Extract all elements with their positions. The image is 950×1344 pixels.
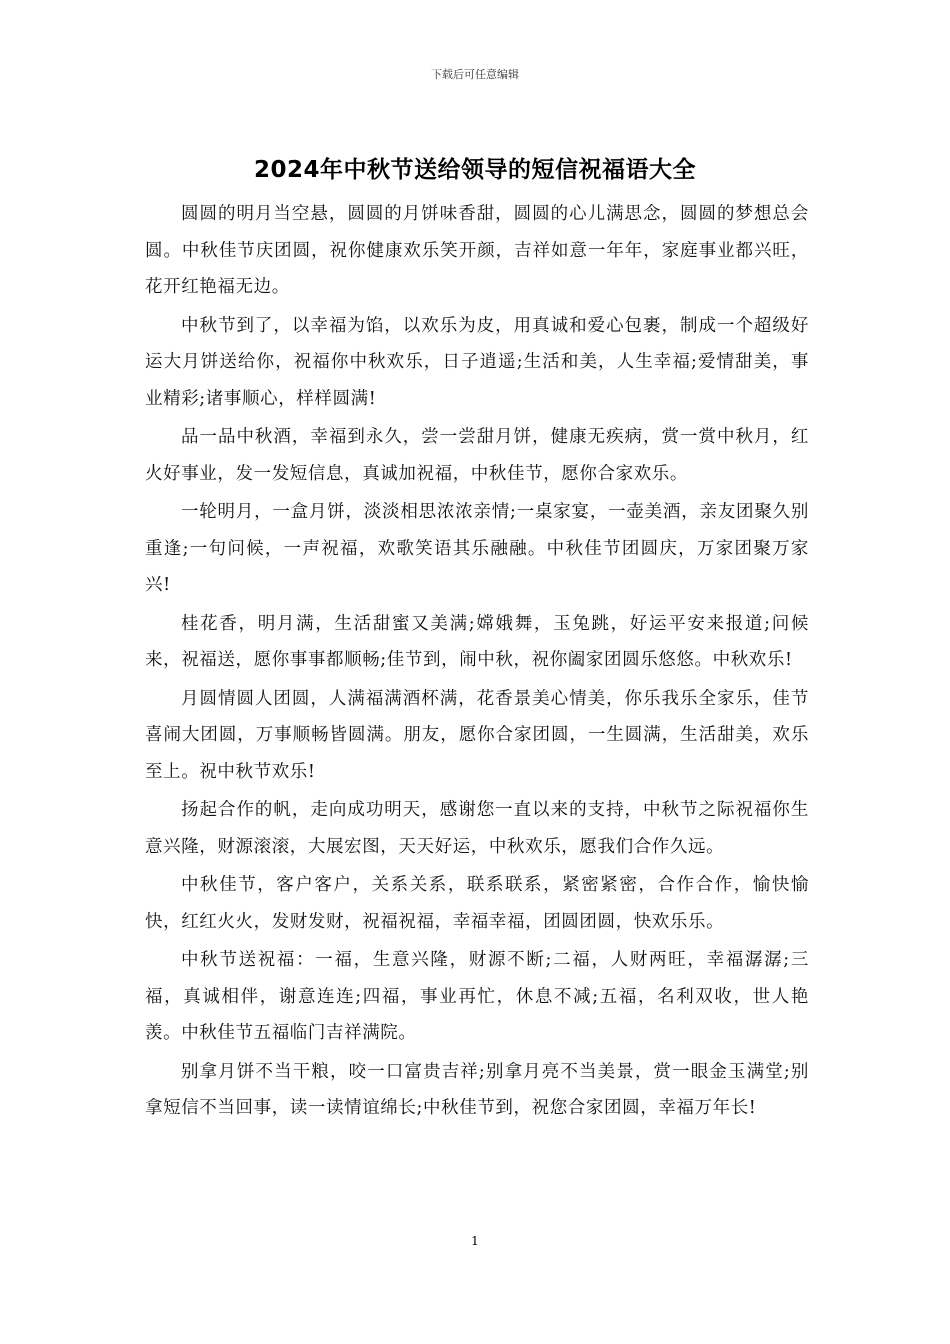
paragraph: 圆圆的明月当空悬，圆圆的月饼味香甜，圆圆的心儿满思念，圆圆的梦想总会圆。中秋佳节庆团圆，祝你健康欢乐笑开颜，吉祥如意一年年，家庭事业都兴旺，花开红艳福无边。 [145, 204, 809, 297]
page-number: 1 [471, 1234, 479, 1248]
paragraph: 中秋节送祝福：一福，生意兴隆，财源不断;二福，人财两旺，幸福潺潺;三福，真诚相伴，谢意连连;四福，事业再忙，休息不减;五福，名利双收，世人艳羡。中秋佳节五福临门吉祥满院。 [145, 950, 809, 1043]
paragraph: 月圆情圆人团圆，人满福满酒杯满，花香景美心情美，你乐我乐全家乐，佳节喜闹大团圆，万事顺畅皆圆满。朋友，愿你合家团圆，一生圆满，生活甜美，欢乐至上。祝中秋节欢乐! [145, 688, 809, 782]
document-title: 2024年中秋节送给领导的短信祝福语大全 [253, 157, 696, 183]
paragraph: 扬起合作的帆，走向成功明天，感谢您一直以来的支持，中秋节之际祝福你生意兴隆，财源滚滚，大展宏图，天天好运，中秋欢乐，愿我们合作久远。 [145, 800, 809, 857]
paragraph: 桂花香，明月满，生活甜蜜又美满;嫦娥舞，玉兔跳，好运平安来报道;问候来，祝福送，愿你事事都顺畅;佳节到，闹中秋，祝你阖家团圆乐悠悠。中秋欢乐! [145, 613, 809, 670]
paragraph: 中秋佳节，客户客户，关系关系，联系联系，紧密紧密，合作合作，愉快愉快，红红火火，发财发财，祝福祝福，幸福幸福，团圆团圆，快欢乐乐。 [145, 875, 809, 932]
paragraph: 中秋节到了，以幸福为馅，以欢乐为皮，用真诚和爱心包裹，制成一个超级好运大月饼送给你，祝福你中秋欢乐，日子逍遥;生活和美，人生幸福;爱情甜美，事业精彩;诸事顺心，样样圆满! [145, 315, 809, 409]
document-body [145, 196, 809, 1129]
paragraph: 品一品中秋酒，幸福到永久，尝一尝甜月饼，健康无疾病，赏一赏中秋月，红火好事业，发一发短信息，真诚加祝福，中秋佳节，愿你合家欢乐。 [145, 427, 809, 484]
paragraph: 别拿月饼不当干粮，咬一口富贵吉祥;别拿月亮不当美景，赏一眼金玉满堂;别拿短信不当回事，读一读情谊绵长;中秋佳节到，祝您合家团圆，幸福万年长! [145, 1061, 809, 1118]
paragraph: 一轮明月，一盒月饼，淡淡相思浓浓亲情;一桌家宴，一壶美酒，亲友团聚久别重逢;一句问候，一声祝福，欢歌笑语其乐融融。中秋佳节团圆庆，万家团聚万家兴! [145, 502, 809, 595]
header-note: 下载后可任意编辑 [431, 68, 519, 81]
